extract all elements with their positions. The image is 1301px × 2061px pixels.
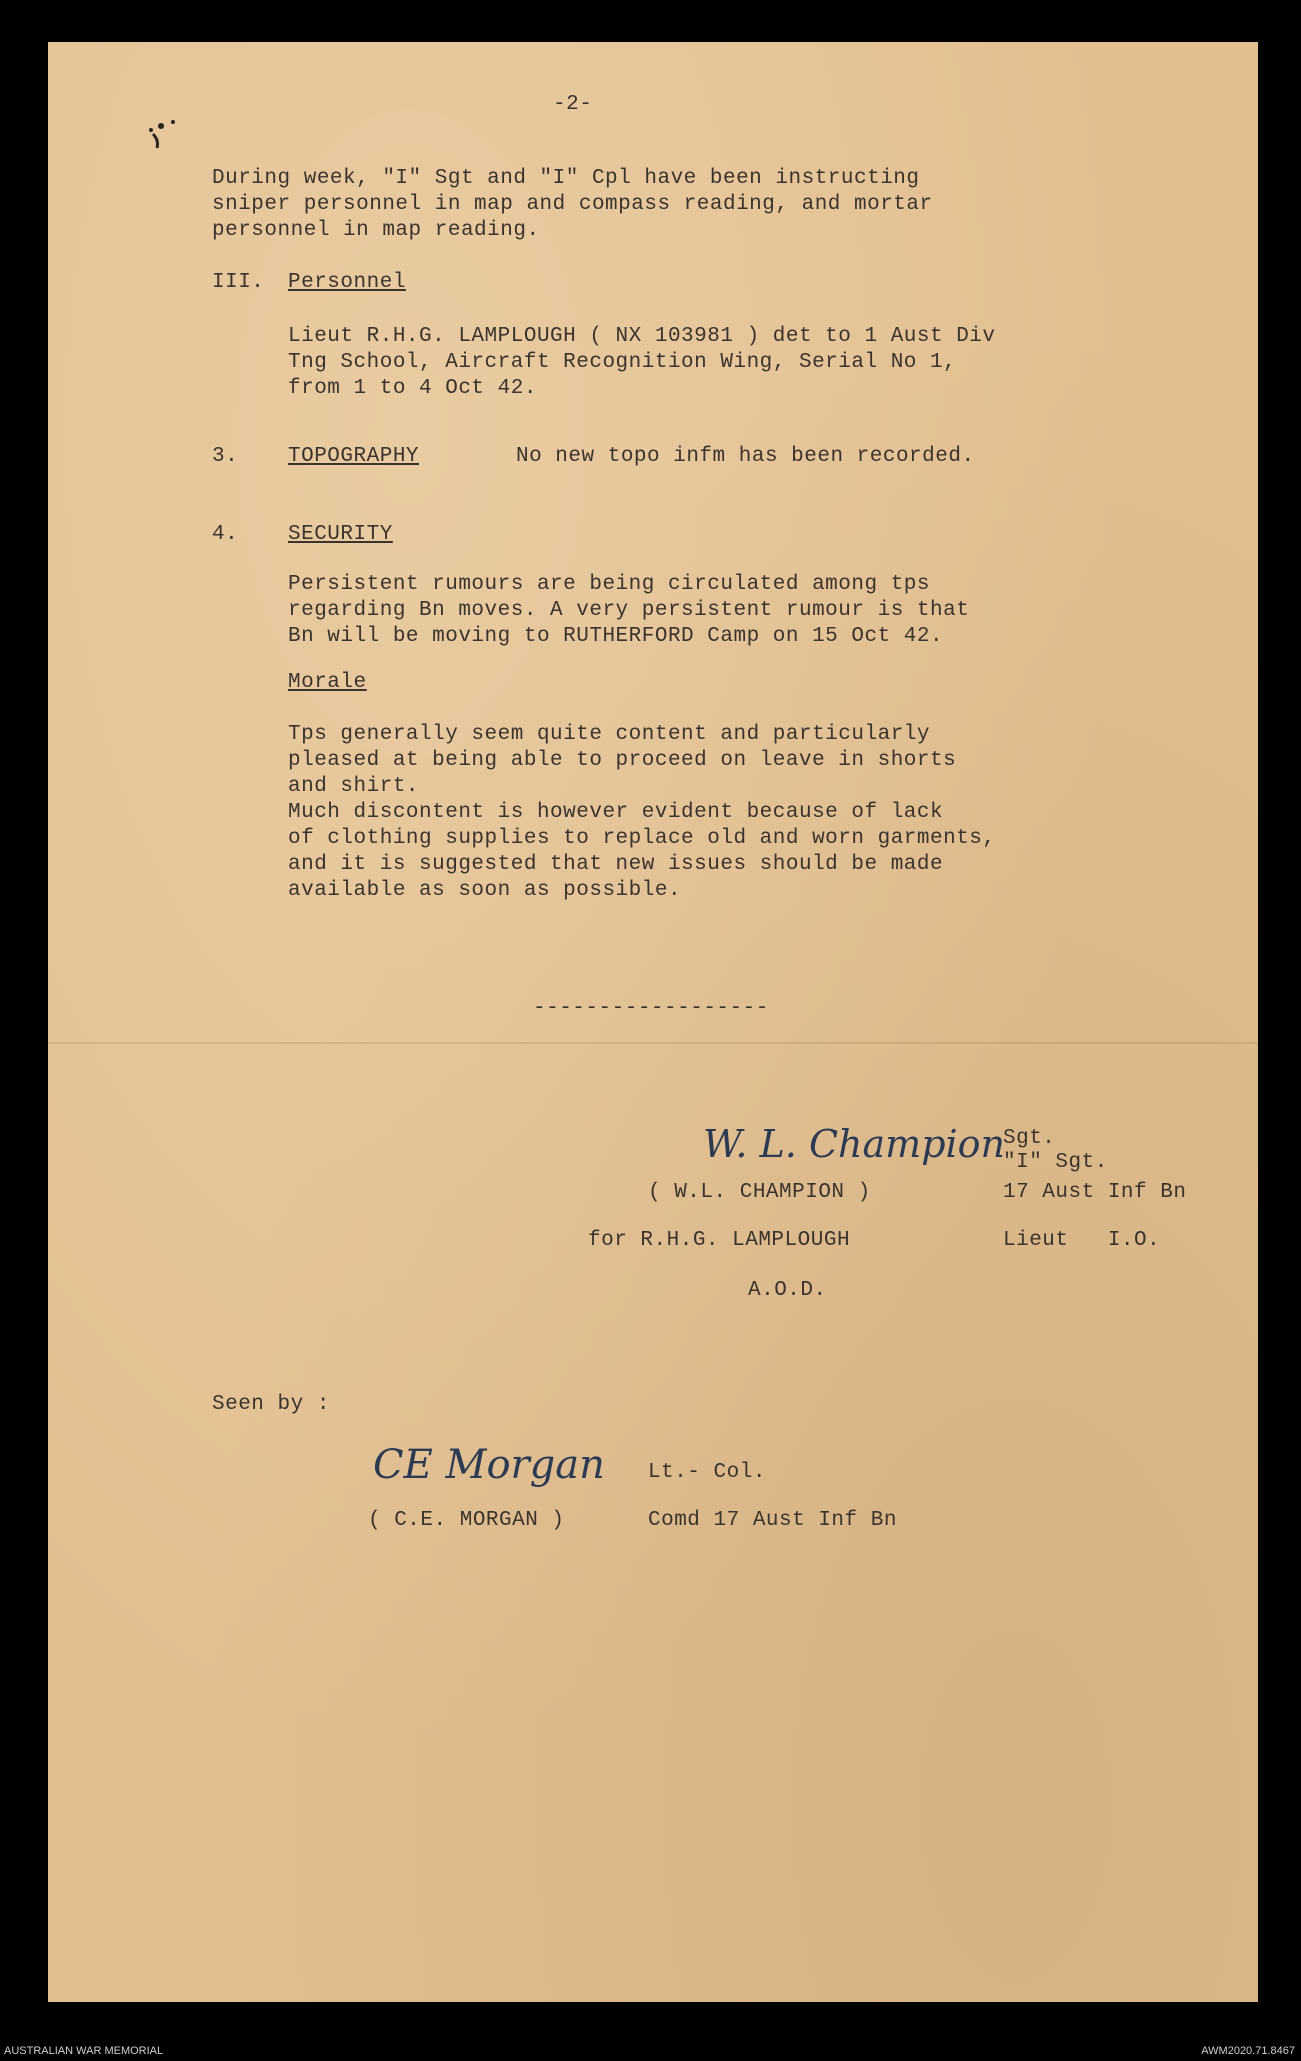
document-page xyxy=(48,42,1258,2002)
personnel-line: Tng School, Aircraft Recognition Wing, Serial No 1, xyxy=(288,351,957,374)
morale-line: available as soon as possible. xyxy=(288,879,682,902)
page-number: -2- xyxy=(553,93,593,116)
seen-by-label: Seen by : xyxy=(212,1393,330,1416)
section-topography-number: 3. xyxy=(212,445,239,468)
personnel-line: from 1 to 4 Oct 42. xyxy=(288,377,537,400)
champion-rank-2: "I" Sgt. xyxy=(1003,1151,1108,1174)
morgan-signature: CE Morgan xyxy=(373,1442,605,1488)
intro-line: personnel in map reading. xyxy=(212,219,540,242)
section-morale-body xyxy=(288,722,996,904)
champion-signature: W. L. Champion xyxy=(703,1122,1006,1166)
champion-rank-1: Sgt. xyxy=(1003,1127,1056,1150)
morale-line: and shirt. xyxy=(288,775,420,798)
intro-paragraph xyxy=(212,166,933,244)
morale-line: of clothing supplies to replace old and worn garments, xyxy=(288,827,996,850)
section-topography-heading: TOPOGRAPHY xyxy=(288,445,420,468)
morgan-rank: Lt.- Col. xyxy=(648,1461,766,1484)
section-personnel-body xyxy=(288,324,996,402)
morale-line: Much discontent is however evident because of lack xyxy=(288,801,944,824)
section-security-body xyxy=(288,572,969,650)
aod-line: A.O.D. xyxy=(748,1279,827,1302)
ink-mark-icon xyxy=(143,114,213,184)
section-personnel-number: III. xyxy=(212,271,265,294)
section-divider: ------------------ xyxy=(533,997,769,1020)
paper-fold xyxy=(48,1042,1258,1044)
section-security-heading: SECURITY xyxy=(288,523,393,546)
security-line: regarding Bn moves. A very persistent rumour is that xyxy=(288,599,970,622)
security-line: Bn will be moving to RUTHERFORD Camp on 15 Oct 42. xyxy=(288,625,944,648)
morgan-name: ( C.E. MORGAN ) xyxy=(368,1509,565,1532)
morale-line: and it is suggested that new issues should be made xyxy=(288,853,944,876)
champion-name: ( W.L. CHAMPION ) xyxy=(648,1181,871,1204)
morgan-command: Comd 17 Aust Inf Bn xyxy=(648,1509,897,1532)
intro-line: sniper personnel in map and compass reading, and mortar xyxy=(212,193,933,216)
intro-line: During week, "I" Sgt and "I" Cpl have been instructing xyxy=(212,167,920,190)
champion-unit: 17 Aust Inf Bn xyxy=(1003,1181,1187,1204)
footer-right: AWM2020.71.8467 xyxy=(1201,2045,1295,2057)
section-morale-heading: Morale xyxy=(288,671,367,694)
for-rank: Lieut I.O. xyxy=(1003,1229,1161,1252)
section-topography-text: No new topo infm has been recorded. xyxy=(516,445,975,468)
morale-line: pleased at being able to proceed on leave in shorts xyxy=(288,749,957,772)
personnel-line: Lieut R.H.G. LAMPLOUGH ( NX 103981 ) det to 1 Aust Div xyxy=(288,325,996,348)
section-security-number: 4. xyxy=(212,523,239,546)
morale-line: Tps generally seem quite content and particularly xyxy=(288,723,931,746)
footer-left: AUSTRALIAN WAR MEMORIAL xyxy=(4,2045,164,2057)
security-line: Persistent rumours are being circulated among tps xyxy=(288,573,931,596)
for-line: for R.H.G. LAMPLOUGH xyxy=(588,1229,851,1252)
section-personnel-heading: Personnel xyxy=(288,271,406,294)
